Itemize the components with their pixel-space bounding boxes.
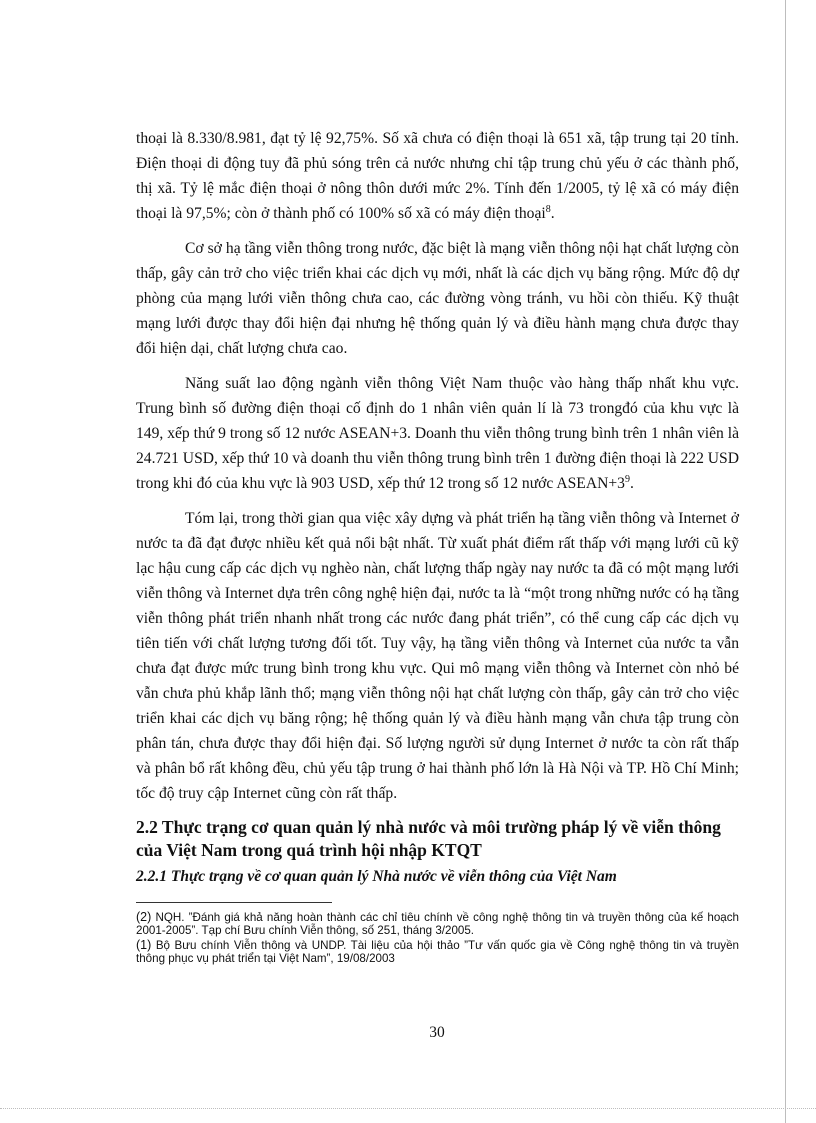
body-paragraph-2: Cơ sở hạ tầng viễn thông trong nước, đặc biệt là mạng viễn thông nội hạt chất lượng còn thấp, gây cản trở cho việc triển khai các dịch vụ mới, nhất là các dịch vụ băng rộng. Mức độ dự phòng của mạng lưới viễn thông chưa cao, các đường vòng tránh, vu hồi còn thiếu. Kỹ thuật mạng lưới được thay đổi hiện đại nhưng hệ thống quản lý và điều hành mạng chưa được thay đổi hiện dại, chất lượng chưa cao. xyxy=(136,240,739,357)
section-heading: 2.2 Thực trạng cơ quan quản lý nhà nước và môi trường pháp lý về viễn thông của Việt Nam trong quá trình hội nhập KTQT xyxy=(136,817,721,860)
subsection-heading: 2.2.1 Thực trạng về cơ quan quản lý Nhà nước về viễn thông của Việt Nam xyxy=(136,868,617,885)
body-paragraph-3: Năng suất lao động ngành viễn thông Việt Nam thuộc vào hàng thấp nhất khu vực. Trung bình số đường điện thoại cố định do 1 nhân viên quản lí là 73 trongđó của khu vực là 149, xếp thứ 9 trong số 12 nước ASEAN+3. Doanh thu viễn thông trung bình trên 1 nhân viên là 24.721 USD, xếp thứ 10 và doanh thu viễn thông trung bình trên 1 đường điện thoại là 222 USD trong khi đó của khu vực là 903 USD, xếp thứ 12 trong số 12 nước $ASEAN+3^9$. xyxy=(136,375,739,492)
page-content xyxy=(136,126,739,967)
footnote-ref-8: 8 xyxy=(545,203,551,215)
footnote-separator xyxy=(136,902,332,903)
page-number: 30 xyxy=(429,1024,445,1041)
page-edge-right xyxy=(785,0,786,1123)
footnote-ref-9: 9 xyxy=(624,473,630,485)
page-edge-bottom xyxy=(0,1108,816,1109)
footnote-2: (1) Bộ Bưu chính Viễn thông và UNDP. Tài liệu của hội thảo ”Tư vấn quốc gia về Công nghệ thông tin và truyền thông phục vụ phát triển tại Việt Nam”, 19/08/2003 xyxy=(136,938,739,965)
footnote-1: (2) NQH. ”Đánh giá khả năng hoàn thành các chỉ tiêu chính về công nghệ thông tin và truyền thông của kế hoạch 2001-2005”. Tạp chí Bưu chính Viễn thông, số 251, tháng 3/2005. xyxy=(136,910,739,937)
body-paragraph-1: thoại là 8.330/8.981, đạt tỷ lệ 92,75%. Số xã chưa có điện thoại là 651 xã, tập trung tại 20 tỉnh. Điện thoại di động tuy đã phủ sóng trên cả nước nhưng chỉ tập trung chủ yếu ở các thành phố, thị xã. Tỷ lệ mắc điện thoại ở nông thôn dưới mức 2%. Tính đến 1/2005, tỷ lệ xã có máy điện thoại là 97,5%; còn ở thành phố có 100% số xã có máy điện thoại$^8$. xyxy=(136,130,739,222)
body-paragraph-4: Tóm lại, trong thời gian qua việc xây dựng và phát triển hạ tầng viễn thông và Internet ở nước ta đã đạt được nhiều kết quả nổi bật nhất. Từ xuất phát điểm rất thấp với mạng lưới cũ kỹ lạc hậu cung cấp các dịch vụ nghèo nàn, chất lượng thấp ngày nay nước ta đã có một mạng lưới viễn thông và Internet dựa trên công nghệ hiện đại, nước ta là “một trong những nước có hạ tầng viễn thông phát triển nhanh nhất trong các nước đang phát triển”, có thể cung cấp các dịch vụ tiên tiến với chất lượng tương đối tốt. Tuy vậy, hạ tầng viễn thông và Internet của nước ta vẫn chưa đạt được mức trung bình trong khu vực. Qui mô mạng viễn thông và Internet còn nhỏ bé vẫn chưa phủ khắp lãnh thổ; mạng viễn thông nội hạt chất lượng còn thấp, gây cản trở cho việc triển khai các dịch vụ băng rộng; hệ thống quản lý và điều hành mạng vẫn chưa tập trung còn phân tán, chưa được thay đổi hiện đại. Số lượng người sử dụng Internet ở nước ta còn rất thấp và phân bổ rất không đều, chủ yếu tập trung ở hai thành phố lớn là Hà Nội và TP. Hồ Chí Minh; tốc độ truy cập Internet cũng còn rất thấp. xyxy=(136,510,739,802)
footnote-marker: (1) xyxy=(136,938,152,952)
footnote-marker: (2) xyxy=(136,910,152,924)
